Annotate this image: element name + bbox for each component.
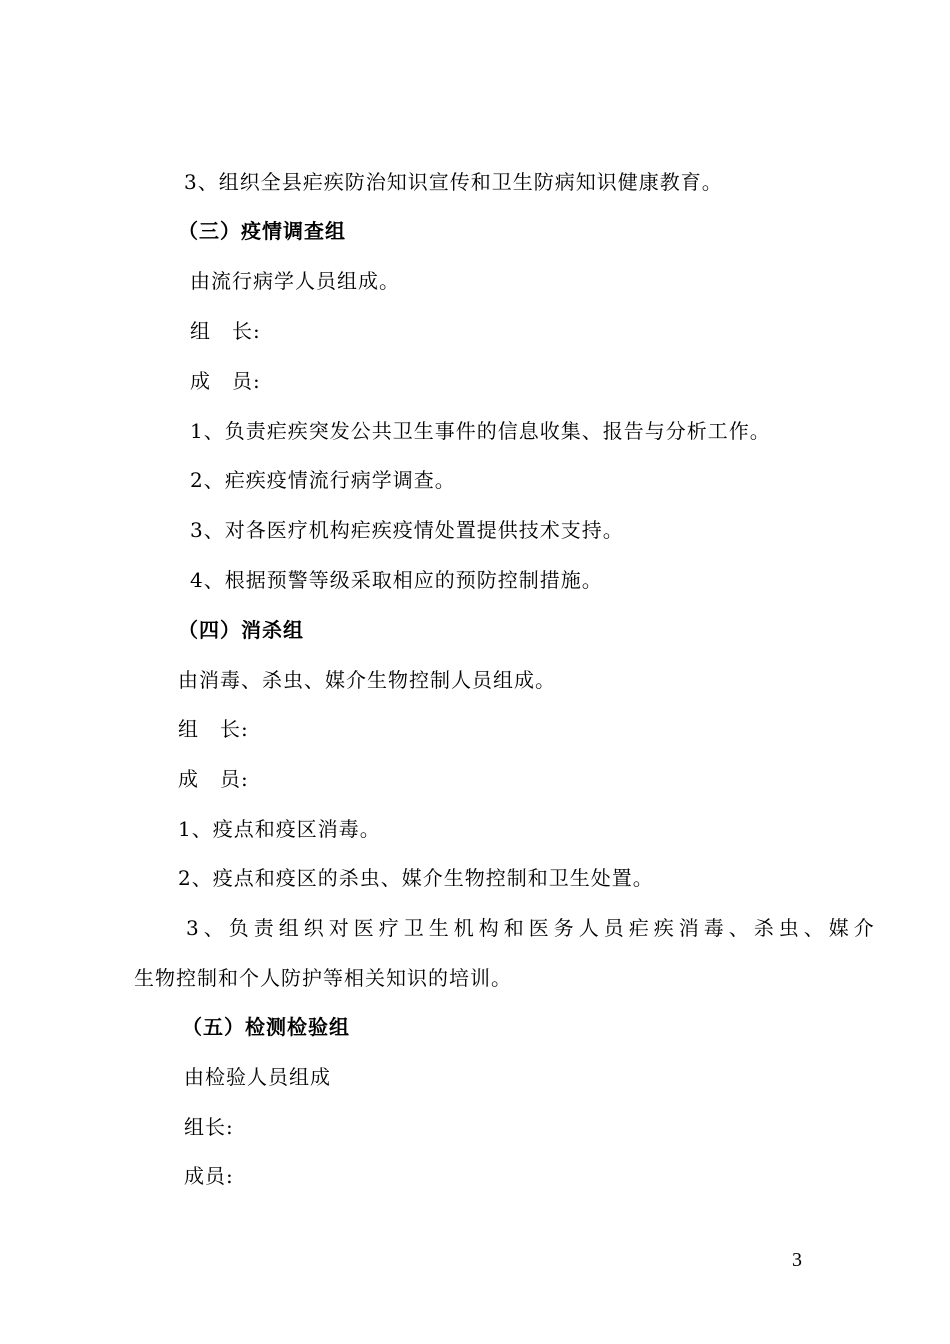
duty-line-1: 1、负责疟疾突发公共卫生事件的信息收集、报告与分析工作。 <box>190 419 771 443</box>
group-composition: 由流行病学人员组成。 <box>190 269 400 293</box>
group-leader-label: 组 长: <box>178 717 249 741</box>
group-composition: 由消毒、杀虫、媒介生物控制人员组成。 <box>178 668 556 692</box>
duty-line-3: 3、负责组织对医疗卫生机构和医务人员疟疾消毒、杀虫、媒介 <box>186 916 879 940</box>
group-members-label: 成 员: <box>190 369 261 393</box>
group-members-label: 成 员: <box>178 767 249 791</box>
duty-line-2: 2、疟疾疫情流行病学调查。 <box>190 468 456 492</box>
duty-line-1: 1、疫点和疫区消毒。 <box>178 817 381 841</box>
duty-line-4: 4、根据预警等级采取相应的预防控制措施。 <box>190 568 603 592</box>
duty-line-3-publicity: 3、组织全县疟疾防治知识宣传和卫生防病知识健康教育。 <box>184 170 723 194</box>
section-heading-disinfection: （四）消杀组 <box>178 618 304 642</box>
group-leader-label: 组长: <box>184 1115 234 1139</box>
section-heading-epidemic-investigation: （三）疫情调查组 <box>178 219 346 243</box>
duty-line-3: 3、对各医疗机构疟疾疫情处置提供技术支持。 <box>190 518 624 542</box>
section-heading-testing: （五）检测检验组 <box>182 1015 350 1039</box>
duty-line-3-continued: 生物控制和个人防护等相关知识的培训。 <box>134 966 512 990</box>
group-composition: 由检验人员组成 <box>184 1065 331 1089</box>
group-members-label: 成员: <box>184 1164 234 1188</box>
duty-line-2: 2、疫点和疫区的杀虫、媒介生物控制和卫生处置。 <box>178 866 654 890</box>
group-leader-label: 组 长: <box>190 319 261 343</box>
page-number: 3 <box>792 1249 802 1271</box>
